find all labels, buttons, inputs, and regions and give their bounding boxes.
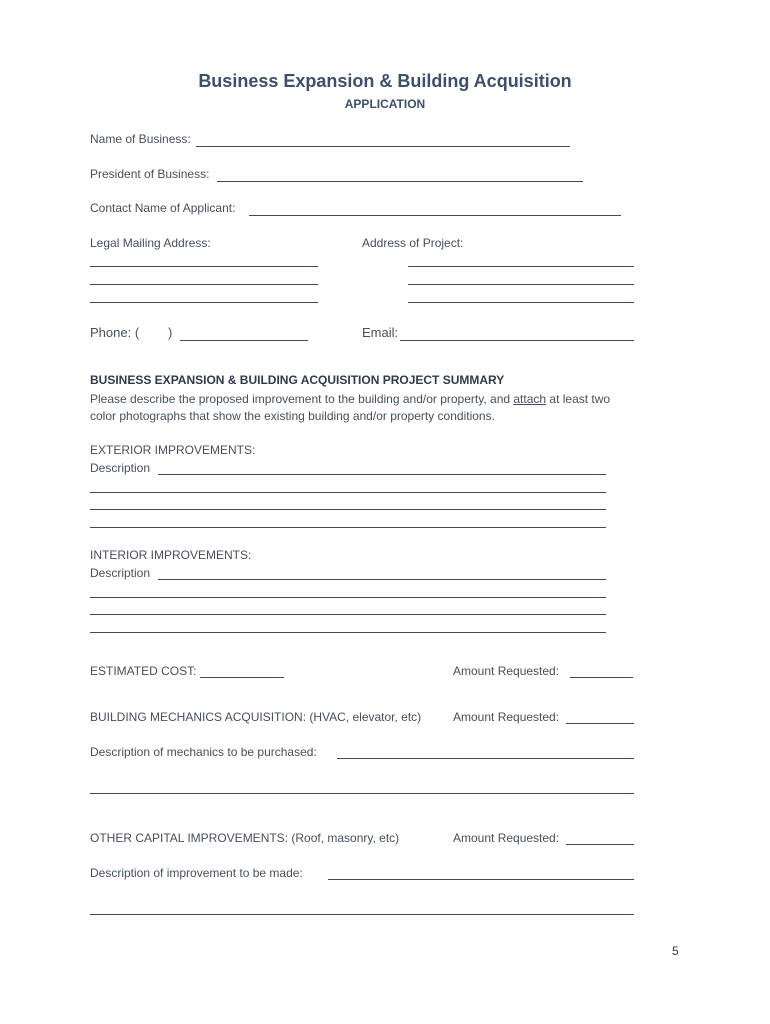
exterior-description-line[interactable] (90, 492, 606, 493)
mechanics-description-label: Description of mechanics to be purchased: (90, 745, 321, 759)
mechanics-label: BUILDING MECHANICS ACQUISITION: (HVAC, elevator, etc) (90, 710, 422, 724)
business-name-label: Name of Business: (90, 132, 195, 146)
exterior-description-line[interactable] (158, 474, 606, 475)
attach-word: attach (513, 392, 547, 406)
exterior-description-line[interactable] (90, 509, 606, 510)
phone-field[interactable] (180, 340, 308, 341)
other-description-line[interactable] (328, 879, 634, 880)
summary-instructions (90, 392, 610, 407)
email-label: Email: (362, 325, 399, 340)
exterior-description-line[interactable] (90, 527, 606, 528)
email-field[interactable] (400, 340, 634, 341)
other-improvements-label: OTHER CAPITAL IMPROVEMENTS: (Roof, masonry, etc) (90, 831, 400, 845)
interior-description-line[interactable] (158, 579, 606, 580)
page-title: Business Expansion & Building Acquisition (198, 71, 572, 91)
summary-instructions-line2: color photographs that show the existing building and/or property conditions. (90, 409, 495, 423)
mailing-address-line[interactable] (90, 284, 318, 285)
mailing-address-label: Legal Mailing Address: (90, 236, 211, 250)
contact-name-label: Contact Name of Applicant: (90, 201, 239, 215)
amount-requested-field[interactable] (570, 677, 633, 678)
project-address-line[interactable] (408, 284, 634, 285)
exterior-heading: EXTERIOR IMPROVEMENTS: (90, 443, 256, 457)
estimated-cost-field[interactable] (200, 677, 284, 678)
business-name-field[interactable] (196, 146, 570, 147)
other-description-line[interactable] (90, 914, 634, 915)
project-summary-heading: BUSINESS EXPANSION & BUILDING ACQUISITION PROJECT SUMMARY (90, 373, 505, 387)
interior-heading: INTERIOR IMPROVEMENTS: (90, 548, 252, 562)
president-field[interactable] (217, 181, 583, 182)
phone-label: Phone: ( ) (90, 325, 176, 340)
mechanics-amount-label: Amount Requested: (453, 710, 560, 724)
exterior-description-label: Description (90, 461, 154, 475)
mailing-address-line[interactable] (90, 302, 318, 303)
instructions-text-b: at least two (546, 392, 611, 406)
page-number: 5 (672, 944, 679, 958)
mechanics-amount-field[interactable] (566, 723, 634, 724)
project-address-line[interactable] (408, 302, 634, 303)
instructions-text-a: Please describe the proposed improvement to the building and/or property, and (90, 392, 514, 406)
other-amount-field[interactable] (566, 844, 634, 845)
page-subtitle: APPLICATION (344, 97, 426, 111)
interior-description-line[interactable] (90, 632, 606, 633)
project-address-line[interactable] (408, 266, 634, 267)
interior-description-line[interactable] (90, 597, 606, 598)
estimated-cost-label: ESTIMATED COST: (90, 664, 200, 678)
other-description-label: Description of improvement to be made: (90, 866, 307, 880)
interior-description-label: Description (90, 566, 154, 580)
mechanics-description-line[interactable] (337, 758, 634, 759)
mailing-address-line[interactable] (90, 266, 318, 267)
amount-requested-label: Amount Requested: (453, 664, 560, 678)
president-label: President of Business: (90, 167, 213, 181)
mechanics-description-line[interactable] (90, 793, 634, 794)
contact-name-field[interactable] (249, 215, 621, 216)
project-address-label: Address of Project: (362, 236, 464, 250)
other-amount-label: Amount Requested: (453, 831, 560, 845)
interior-description-line[interactable] (90, 614, 606, 615)
